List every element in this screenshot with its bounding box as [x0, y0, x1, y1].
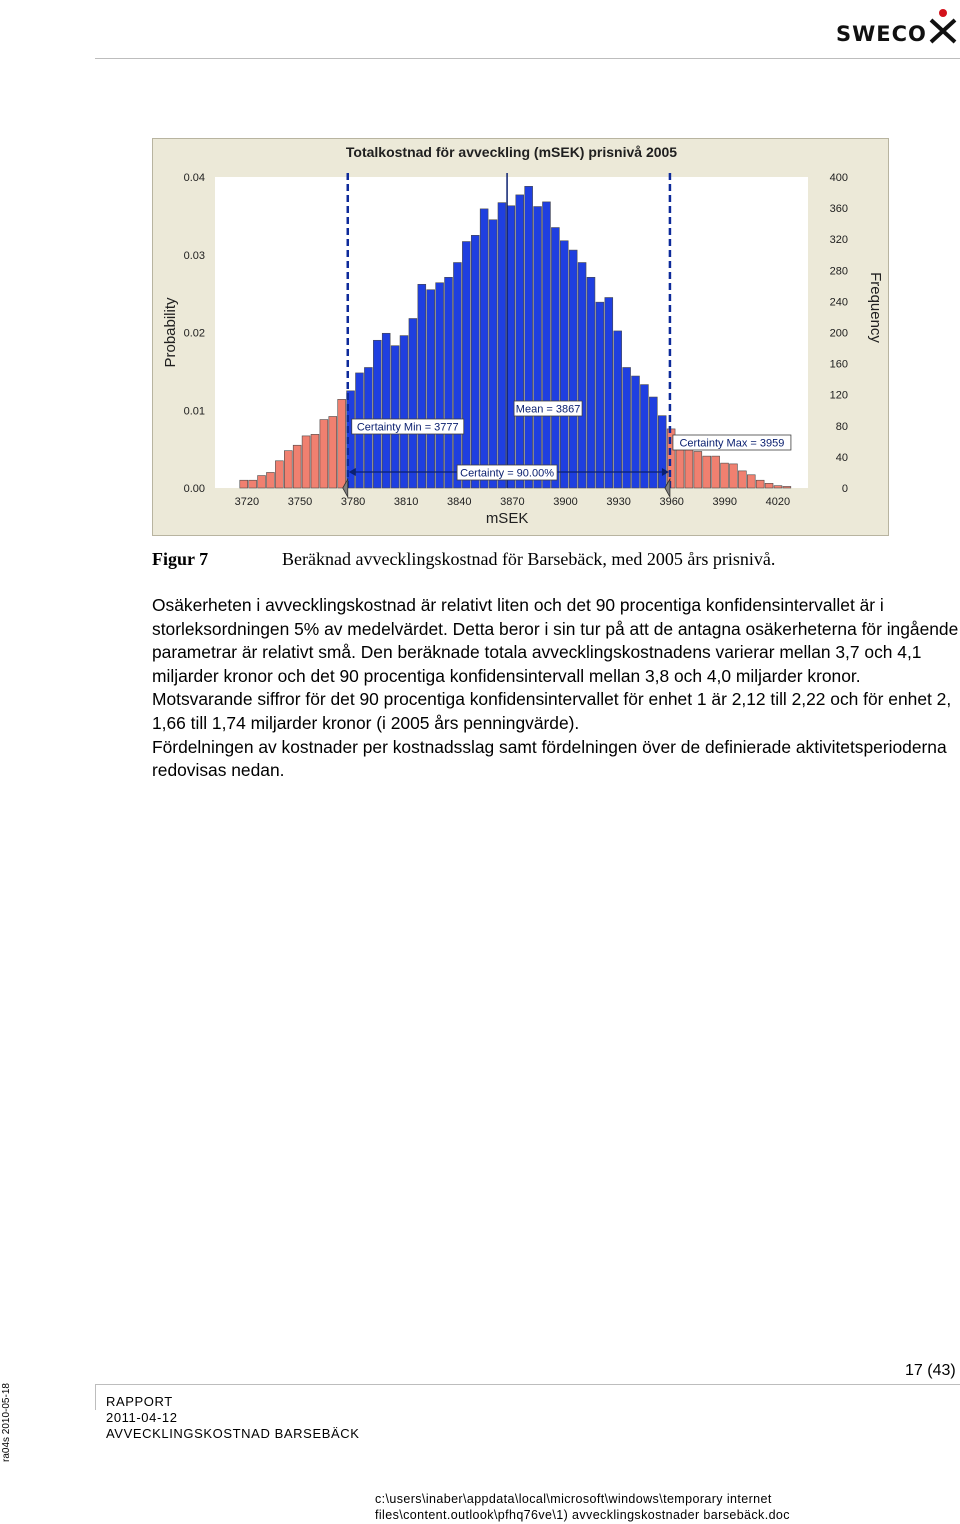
histogram-bar [489, 220, 497, 488]
chart-title: Totalkostnad för avveckling (mSEK) prisnivå 2005 [345, 144, 678, 160]
footer-project: AVVECKLINGSKOSTNAD BARSEBÄCK [106, 1426, 360, 1441]
histogram-bar [516, 195, 524, 488]
y2-tick-label: 320 [829, 234, 848, 247]
sweco-figure-icon [928, 8, 958, 44]
x-tick-label: 3990 [712, 496, 738, 508]
certainty-min-label: Certainty Min = 3777 [356, 421, 459, 434]
histogram-bar [738, 471, 746, 488]
y-tick-label: 0.00 [183, 483, 205, 495]
footer-rule-vertical [95, 1384, 96, 1410]
logo-text: SWECO [836, 22, 927, 46]
header-rule [95, 58, 960, 59]
histogram-bar [507, 206, 515, 488]
histogram-bar [266, 472, 274, 488]
histogram-bar [649, 397, 657, 488]
histogram-bar [694, 451, 702, 488]
footer-rule [95, 1384, 960, 1385]
y2-tick-label: 80 [835, 420, 848, 433]
histogram-bar [747, 475, 755, 488]
paragraph-uncertainty: Osäkerheten i avvecklingskostnad är relativt liten och det 90 procentiga konfidensintervallet är i storleksordningen 5% av medelvärdet. Detta beror i sin tur på att de antagna osäkerheterna för ingående parametrar är relativt små. Den beräknade totala avvecklingskostnadens varierar mellan 3,7 och 4,1 miljarder kronor och det 90 procentiga konfidensintervall mellan 3,8 och 4,0 miljarder kronor. Motsvarande siffror för det 90 procentiga konfidensintervallet för enhet 1 är 2,12 till 2,22 och för enhet 2, 1,66 till 1,74 miljarder kronor (i 2005 års penningvärde). [152, 595, 959, 733]
histogram-bar [729, 464, 737, 488]
histogram-bar [418, 284, 426, 488]
y2-axis-label: Frequency [867, 272, 884, 343]
histogram-bar [284, 451, 292, 488]
histogram-bar [551, 228, 559, 488]
histogram-bar [498, 203, 506, 488]
histogram-bar [578, 263, 586, 488]
histogram-bar [605, 298, 613, 488]
x-tick-label: 4020 [765, 496, 791, 508]
x-tick-label: 3780 [340, 496, 366, 508]
y-tick-label: 0.04 [183, 172, 205, 184]
x-tick-label: 3960 [659, 496, 684, 508]
y-tick-label: 0.01 [183, 405, 205, 418]
histogram-bar [658, 416, 666, 488]
histogram-bar [721, 463, 729, 488]
certainty-label: Certainty = 90.00% [460, 467, 555, 480]
histogram-bar [614, 331, 622, 488]
certainty-max-label: Certainty Max = 3959 [679, 437, 785, 450]
footer-date: 2011-04-12 [106, 1410, 178, 1425]
histogram-bar [275, 461, 283, 488]
histogram-bar [471, 235, 479, 488]
histogram-bar [382, 333, 390, 488]
histogram-bar [534, 207, 542, 488]
x-tick-label: 3870 [500, 496, 525, 508]
histogram-bar [320, 420, 328, 488]
paragraph-distribution: Fördelningen av kostnader per kostnadsslag samt fördelningen över de definierade aktivitetsperioderna redovisas nedan. [152, 736, 947, 781]
template-note: ra04s 2010-05-18 [1, 1383, 12, 1462]
histogram-bar [329, 416, 337, 488]
x-tick-label: 3900 [553, 496, 578, 508]
x-tick-label: 3720 [234, 496, 260, 508]
histogram-bar [712, 456, 720, 488]
y2-tick-label: 40 [835, 451, 848, 464]
forecast-chart [152, 138, 889, 536]
histogram-bar [240, 480, 248, 488]
histogram-bar [569, 250, 577, 488]
file-path-line1: c:\users\inaber\appdata\local\microsoft\windows\temporary internet [375, 1492, 772, 1506]
y2-tick-label: 0 [841, 483, 848, 495]
x-tick-label: 3750 [287, 496, 313, 508]
histogram-bar [783, 486, 791, 488]
footer-doc-type: RAPPORT [106, 1394, 173, 1409]
sweco-logo [836, 8, 960, 48]
histogram-bar [427, 290, 435, 488]
histogram-bar [596, 302, 604, 488]
y2-tick-label: 280 [829, 265, 848, 278]
histogram-bar [756, 480, 764, 488]
y2-tick-label: 160 [829, 358, 848, 371]
histogram-bar [623, 367, 631, 488]
file-path-line2: files\content.outlook\pfhq76ve\1) avvecklingskostnader barsebäck.doc [375, 1508, 790, 1522]
histogram-bar [445, 277, 453, 488]
histogram-bar [293, 445, 301, 488]
histogram-bar [302, 436, 310, 488]
body-text [152, 594, 960, 783]
figure-caption-text: Beräknad avvecklingskostnad för Barsebäck, med 2005 års prisnivå. [282, 549, 776, 569]
histogram-bar [525, 186, 533, 488]
y2-tick-label: 120 [829, 389, 848, 402]
x-tick-label: 3810 [393, 496, 419, 508]
y-tick-label: 0.03 [183, 249, 205, 262]
x-axis-label: mSEK [485, 510, 529, 527]
histogram-bar [373, 340, 381, 488]
y-tick-label: 0.02 [183, 327, 205, 340]
y2-tick-label: 360 [829, 203, 848, 216]
y2-tick-label: 400 [829, 172, 848, 184]
chart-svg [153, 139, 890, 537]
histogram-bar [338, 399, 346, 488]
histogram-bar [632, 376, 640, 488]
histogram-bar [258, 476, 266, 488]
x-tick-label: 3930 [606, 496, 631, 508]
histogram-bar [400, 336, 408, 488]
page-number: 17 (43) [905, 1362, 956, 1379]
histogram-bar [249, 480, 257, 488]
histogram-bar [391, 346, 399, 488]
histogram-bar [436, 283, 444, 488]
histogram-bar [560, 241, 568, 488]
y2-tick-label: 200 [829, 327, 848, 340]
histogram-bar [703, 456, 711, 488]
histogram-bar [311, 434, 319, 488]
histogram-bar [543, 202, 551, 488]
mean-label: Mean = 3867 [515, 403, 581, 416]
histogram-bar [587, 277, 595, 488]
histogram-bar [765, 483, 773, 488]
histogram-bar [453, 263, 461, 488]
histogram-bar [409, 319, 417, 488]
y-axis-label: Probability [162, 297, 179, 368]
histogram-bar [480, 209, 488, 488]
histogram-bar [774, 486, 782, 488]
figure-number: Figur 7 [152, 549, 209, 569]
x-tick-label: 3840 [447, 496, 472, 508]
y2-tick-label: 240 [829, 296, 848, 309]
histogram-bar [462, 242, 470, 488]
